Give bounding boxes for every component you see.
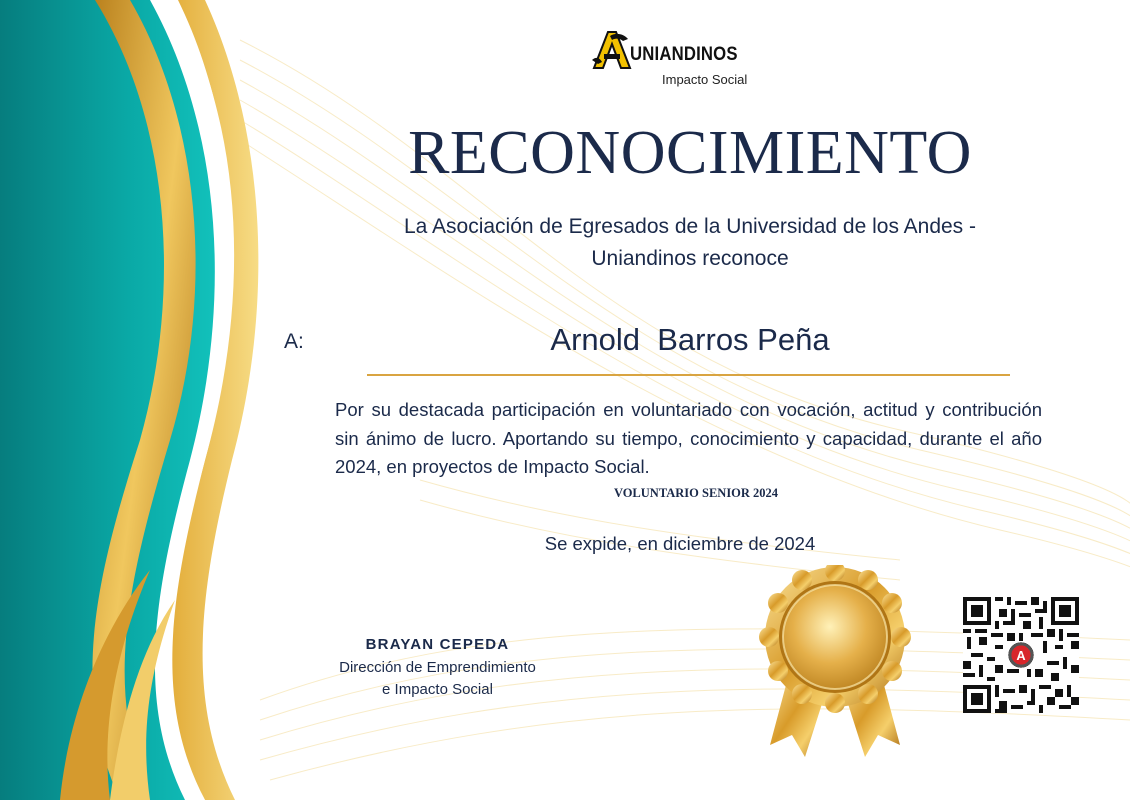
qr-code <box>963 597 1079 713</box>
uniandinos-logo <box>590 30 760 90</box>
issue-date: Se expide, en diciembre de 2024 <box>544 533 816 554</box>
certificate-body: Por su destacada participación en voluntariado con vocación, actitud y contribución sin ánimo de lucro. Aportando su tiempo, conocimiento y capacidad, durante el año 2024, en proyectos de Impacto Social. <box>335 399 1042 477</box>
logo-tagline: Impacto Social <box>662 72 748 87</box>
category-label: VOLUNTARIO SENIOR 2024 <box>613 486 779 500</box>
subtitle-line-1: La Asociación de Egresados de la Universidad de los Andes - <box>403 215 977 238</box>
recipient-name: Arnold Barros Peña <box>550 322 830 357</box>
signatory-role <box>300 657 575 701</box>
uniandinos-a-mark-icon <box>590 30 634 70</box>
signatory-name: BRAYAN CEPEDA <box>365 636 510 653</box>
certificate-subtitle <box>360 211 1020 275</box>
signatory-role-line-2: e Impacto Social <box>382 681 493 698</box>
gold-medal-seal-icon <box>750 565 920 765</box>
recipient-underline <box>367 374 1010 376</box>
recipient-label: A: <box>284 330 304 353</box>
logo-name: UNIANDINOS <box>630 44 738 65</box>
qr-badge-letter: A <box>1016 648 1026 664</box>
subtitle-line-2: Uniandinos reconoce <box>591 247 789 270</box>
certificate-title: RECONOCIMIENTO <box>408 119 972 187</box>
decorative-side-band <box>0 0 260 800</box>
signatory-role-line-1: Dirección de Emprendimiento <box>339 659 536 676</box>
